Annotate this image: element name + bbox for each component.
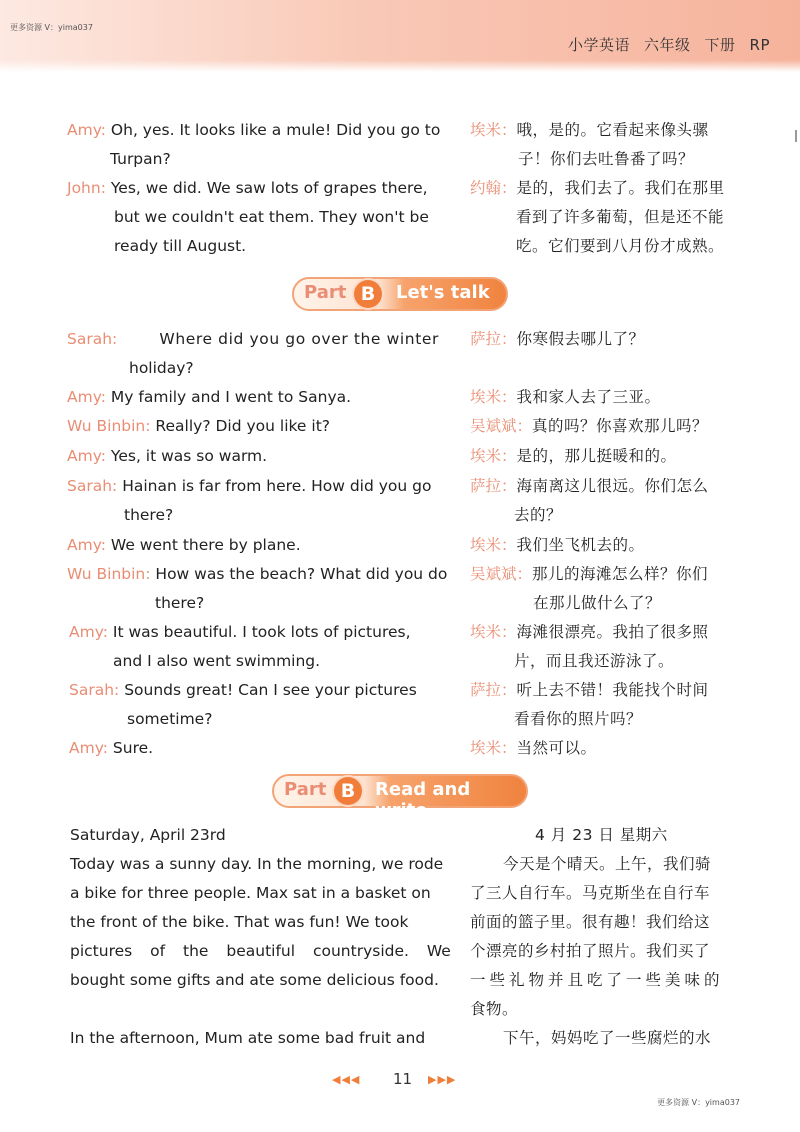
edge-mark (795, 130, 797, 142)
subject-label: 小学英语 (567, 36, 630, 54)
diary-line-en: bought some gifts and ate some delicious food. (70, 971, 439, 989)
diary-line-zh: 个漂亮的乡村拍了照片。我们买了 (470, 942, 711, 960)
zh-line: 埃米：是的，那儿挺暖和的。 (470, 447, 677, 465)
zh-line: 埃米：当然可以。 (470, 739, 597, 757)
zh-line: 萨拉：听上去不错！我能找个时间 (470, 681, 709, 699)
zh-line: 萨拉：海南离这儿很远。你们怎么 (470, 477, 709, 495)
page-number: 11 (393, 1070, 413, 1088)
dialog-line: ready till August. (114, 237, 247, 255)
diary-line-zh: 了三人自行车。马克斯坐在自行车 (470, 884, 711, 902)
zh-line: 看看你的照片吗？ (514, 710, 643, 728)
prev-arrows-icon: ◀◀◀ (332, 1073, 361, 1086)
dialog-line: Amy: Oh, yes. It looks like a mule! Did you go to (67, 121, 441, 139)
diary-line-zh: 今天是个晴天。上午，我们骑 (503, 855, 712, 873)
diary-date-zh: 4 月 23 日 星期六 (535, 826, 668, 844)
book-title (568, 34, 770, 55)
zh-line: 吴斌斌：那儿的海滩怎么样？你们 (470, 565, 709, 583)
dialog-line: Sarah: Where did you go over the winter (67, 330, 439, 348)
zh-line: 萨拉：你寒假去哪儿了？ (470, 330, 645, 348)
zh-line: 去的？ (514, 506, 563, 524)
zh-line: 子！你们去吐鲁番了吗？ (518, 150, 695, 168)
volume-label: 下册 (704, 36, 736, 54)
dialog-line: holiday? (129, 359, 194, 377)
edition-label: RP (749, 36, 770, 54)
dialog-line: Wu Binbin: How was the beach? What did you do (67, 565, 448, 583)
dialog-line: Amy: Sure. (69, 739, 154, 757)
watermark-top: 更多资源 V：yima037 (10, 23, 93, 32)
zh-line: 埃米：海滩很漂亮。我拍了很多照 (470, 623, 709, 641)
zh-line: 约翰：是的，我们去了。我们在那里 (470, 179, 725, 197)
dialog-line: Sarah: Hainan is far from here. How did you go (67, 477, 432, 495)
zh-line: 看到了许多葡萄，但是还不能 (516, 208, 725, 226)
dialog-line: Amy: My family and I went to Sanya. (67, 388, 352, 406)
dialog-line: there? (155, 594, 205, 612)
diary-date-en: Saturday, April 23rd (70, 826, 226, 844)
diary-line-zh: 前面的篮子里。很有趣！我们给这 (470, 913, 711, 931)
dialog-line: sometime? (127, 710, 213, 728)
zh-line: 埃米：我和家人去了三亚。 (470, 388, 661, 406)
diary-line-en: Today was a sunny day. In the morning, we rode (70, 855, 444, 873)
dialog-line: Amy: Yes, it was so warm. (67, 447, 268, 465)
next-arrows-icon: ▶▶▶ (428, 1073, 457, 1086)
dialog-line: but we couldn't eat them. They won't be (114, 208, 429, 226)
dialog-line: and I also went swimming. (113, 652, 321, 670)
diary-line-zh: 一些礼物并且吃了一些美味的 (470, 971, 724, 989)
zh-line: 片，而且我还游泳了。 (514, 652, 675, 670)
zh-line: 吴斌斌：真的吗？你喜欢那儿吗？ (470, 417, 709, 435)
zh-line: 在那儿做什么了？ (533, 594, 662, 612)
dialog-line: Amy: We went there by plane. (67, 536, 301, 554)
grade-label: 六年级 (644, 36, 691, 54)
diary-line-en: the front of the bike. That was fun! We took (70, 913, 409, 931)
diary-line-en: In the afternoon, Mum ate some bad fruit and (70, 1029, 426, 1047)
footer (0, 1070, 800, 1094)
dialog-line: Wu Binbin: Really? Did you like it? (67, 417, 330, 435)
dialog-line: Amy: It was beautiful. I took lots of pictures, (69, 623, 411, 641)
zh-line: 吃。它们要到八月份才成熟。 (516, 237, 725, 255)
dialog-line: there? (124, 506, 174, 524)
zh-line: 埃米：我们坐飞机去的。 (470, 536, 645, 554)
section-badge-lets-talk: Part B Let's talk (292, 277, 508, 311)
zh-line: 埃米：哦，是的。它看起来像头骡 (470, 121, 709, 139)
dialog-line: Sarah: Sounds great! Can I see your pictures (69, 681, 417, 699)
watermark-bottom: 更多资源 V：yima037 (657, 1098, 740, 1107)
diary-line-zh: 食物。 (470, 1000, 519, 1018)
dialog-line: Turpan? (110, 150, 171, 168)
diary-line-en: pictures of the beautiful countryside. We (70, 942, 451, 960)
section-badge-read-and-write: Part B Read and write (272, 774, 528, 808)
dialog-line: John: Yes, we did. We saw lots of grapes there, (67, 179, 428, 197)
diary-line-en: a bike for three people. Max sat in a basket on (70, 884, 431, 902)
diary-line-zh: 下午，妈妈吃了一些腐烂的水 (503, 1029, 712, 1047)
